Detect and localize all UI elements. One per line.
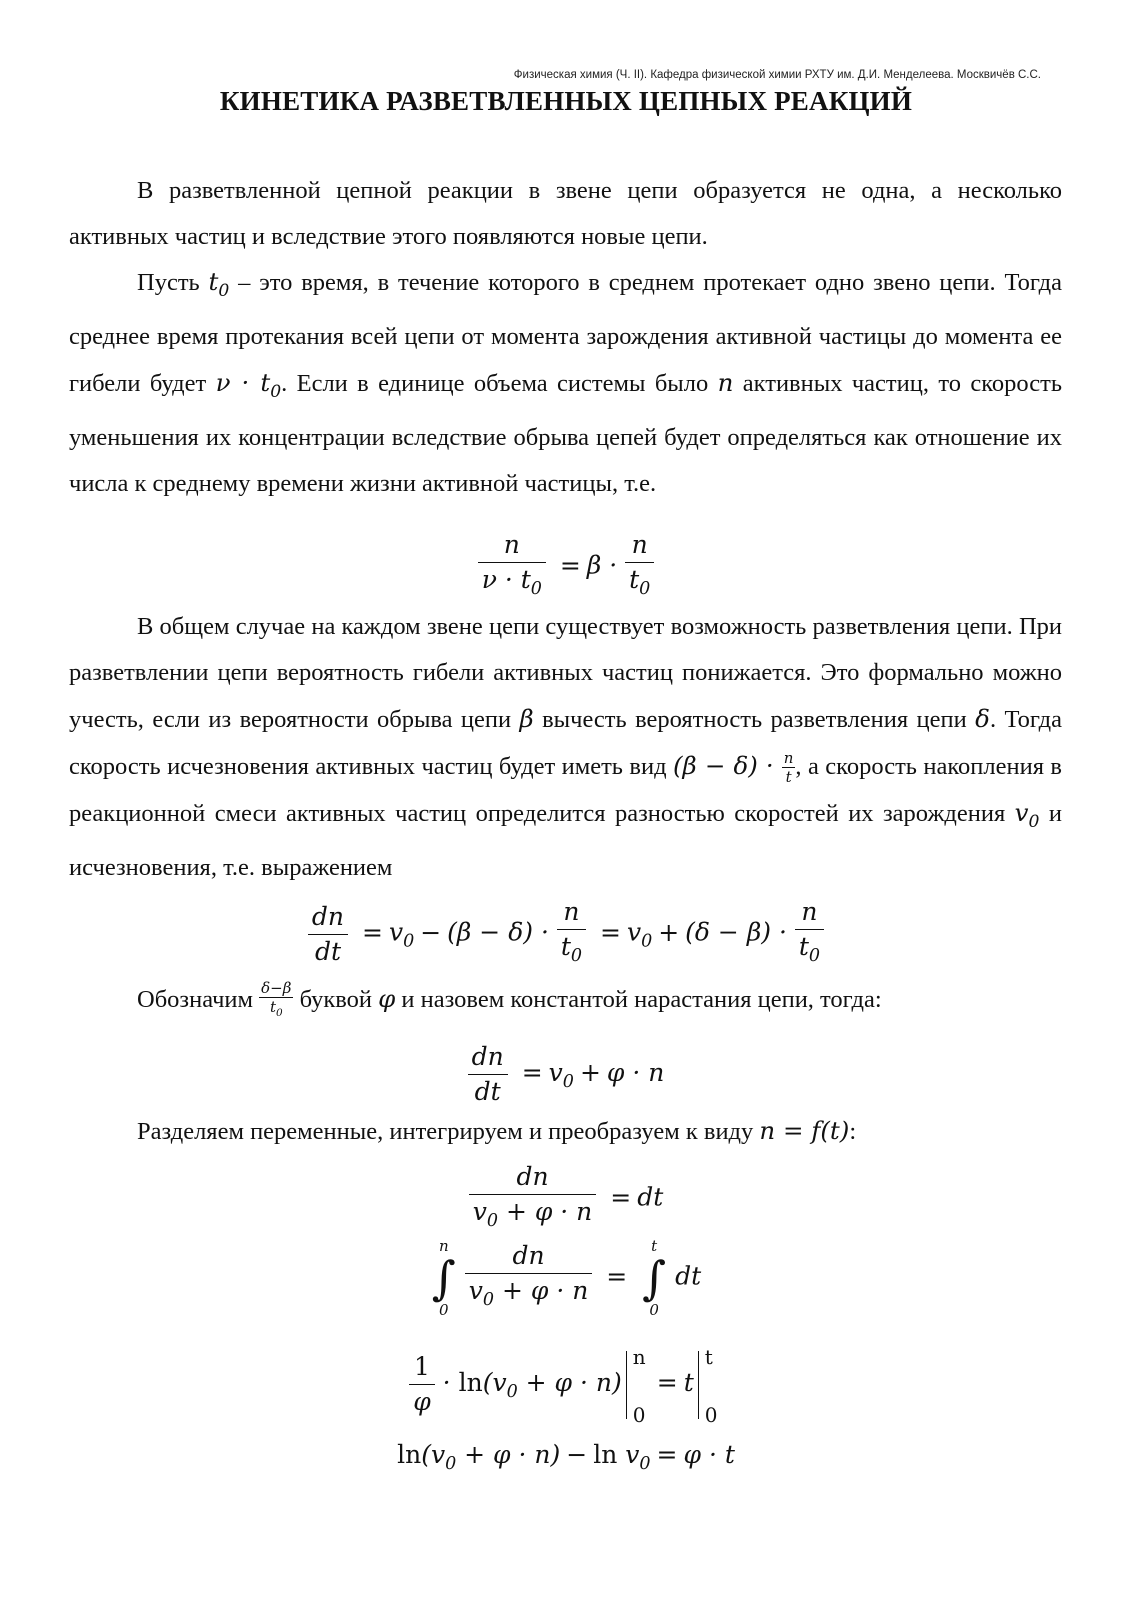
math-beta-minus-delta: (β − δ) · $\frac{n}{t}$: [673, 749, 794, 786]
equation-log-result: $\ln(v_0 + \varphi \cdot n) - \ln v_0 = \varphi \cdot t$: [397, 1440, 735, 1474]
paragraph-5: Разделяем переменные, интегрируем и преобразуем к виду n = f(t):: [137, 1116, 857, 1145]
math-delta: δ: [975, 704, 990, 733]
paragraph-3-text-c: . Тогда скорость исчезновения активных частиц будет иметь вид: [69, 706, 1062, 780]
paragraph-4-text-c: и назовем константой нарастания цепи, тогда:: [395, 986, 882, 1013]
math-phi: φ: [378, 984, 396, 1013]
math-n: n: [717, 367, 734, 397]
paragraph-4-text-a: Обозначим: [137, 986, 260, 1013]
paragraph-2-text-c: . Если в единице объема системы было: [281, 369, 718, 397]
paragraph-3-text-a: В общем случае на каждом звене цепи существует возможность разветвления цепи. При разветвлении цепи вероятность гибели активных частиц понижается. Это формально можно учесть, если из вероятности обрыва цепи: [69, 613, 1062, 733]
equation-rate-termination: $\frac{n}{\nu \cdot t_0}$ = β · $\frac{n}{t_0}$: [0, 528, 1132, 606]
equation-integrated: n ∫ 0 $\frac{dn}{v_0 + \varphi \cdot n}$ = t ∫ 0 dt: [431, 1237, 702, 1319]
paragraph-3: [69, 604, 1062, 891]
paragraph-2-text-b: – это время, в течение которого в среднем протекает одно звено цепи. Тогда среднее время протекания всей цепи от момента зарождения активной частицы до момента ее гибели будет: [69, 269, 1062, 397]
paragraph-3-text-d: , а скорость накопления в реакционной смеси активных частиц определится разностью скоростей их зарождения: [69, 753, 1062, 827]
running-header: Физическая химия (Ч. II). Кафедра физической химии РХТУ им. Д.И. Менделеева. Москвичёв С.С.: [513, 69, 1041, 81]
paragraph-4-text-b: буквой: [293, 986, 379, 1013]
equation-separated: $\frac{dn}{v_0 + \varphi \cdot n}$ = dt: [0, 1160, 1132, 1238]
paragraph-1: [69, 168, 1062, 260]
paragraph-5-text-a: Разделяем переменные, интегрируем и преобразуем к виду: [137, 1118, 760, 1145]
paragraph-3-text-b: вычесть вероятность разветвления цепи: [533, 706, 976, 733]
math-t0: $t_0$: [208, 267, 230, 301]
paragraph-2-text-d: активных частиц, то скорость уменьшения их концентрации вследствие обрыва цепей будет определяться как отношение их числа к среднему времени жизни активной частицы, т.е.: [69, 369, 1062, 497]
paragraph-1-text: В разветвленной цепной реакции в звене цепи образуется не одна, а несколько активных частиц и вследствие этого появляются новые цепи.: [69, 177, 1062, 250]
paragraph-4: [69, 976, 1062, 1023]
math-delta-minus-beta-over-t0: $\frac{\delta-\beta}{t_0}$: [261, 979, 292, 1019]
math-nu-t0: $\nu \cdot t_0$: [215, 367, 282, 402]
equation-evaluated-limits: $\frac{1}{\varphi}$ · $\ln(v_0 + \varphi \cdot n)$ n 0 = t t 0: [0, 1350, 1132, 1419]
math-v0: $v_0$: [1014, 798, 1040, 832]
paragraph-2: [69, 259, 1062, 507]
equation-accumulation-rate: $\frac{dn}{dt}$ = $v_0 - (\beta - \delta)$ · $\frac{n}{t_0}$ = $v_0 + (\delta - \beta)$ · $\frac{n}{t_0}$: [0, 895, 1132, 973]
equation-phi-form: $\frac{dn}{dt}$ = $v_0 + \varphi \cdot n$: [0, 1040, 1132, 1109]
math-n-equals-f-t: n = f(t): [759, 1116, 850, 1145]
page-title: КИНЕТИКА РАЗВЕТВЛЕННЫХ ЦЕПНЫХ РЕАКЦИЙ: [219, 86, 913, 116]
paragraph-3-text-e: и исчезновения, т.е. выражением: [69, 800, 1062, 881]
paragraph-2-text-a: Пусть: [137, 269, 209, 296]
math-beta: β: [519, 704, 534, 733]
